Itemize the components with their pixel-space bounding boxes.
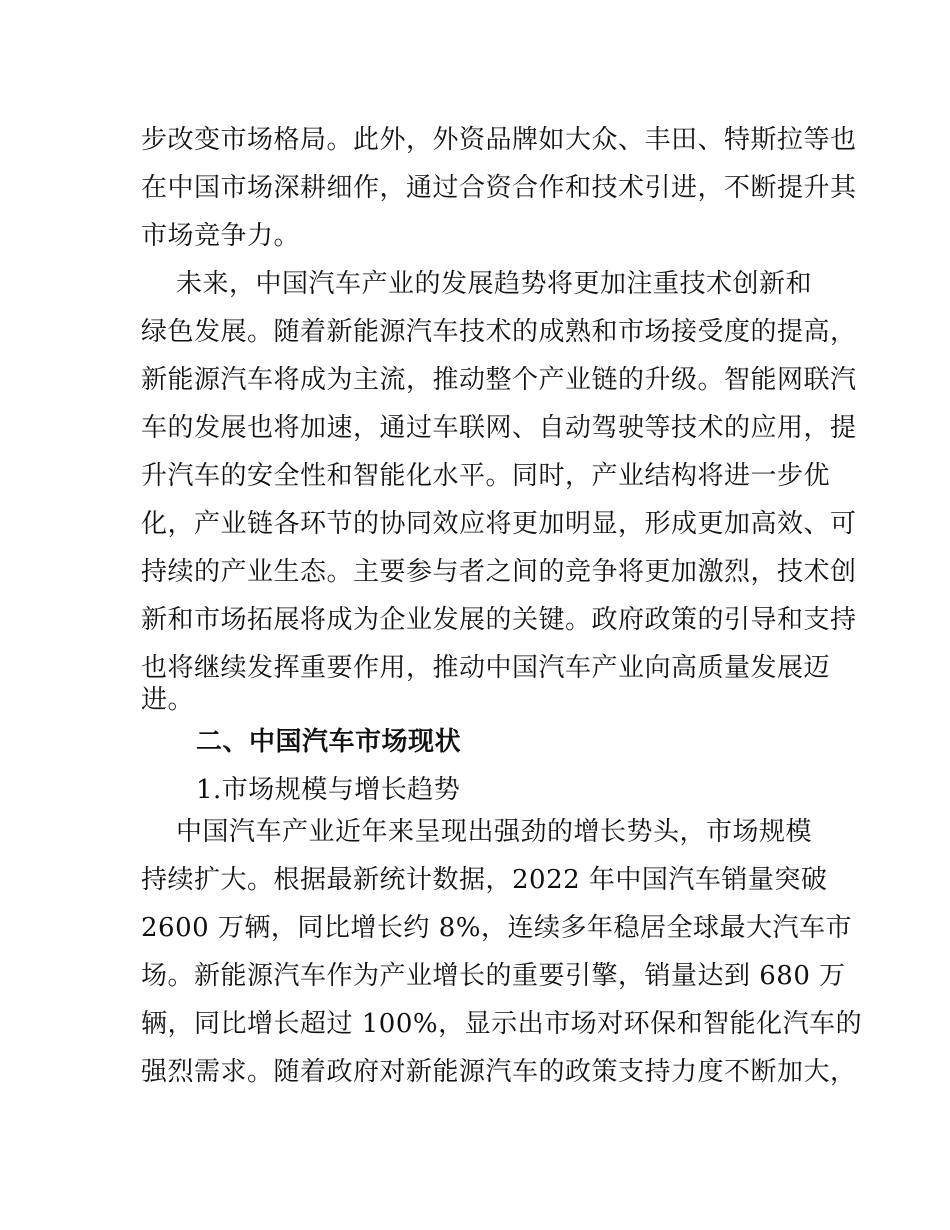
paragraph-line: 未来，中国汽车产业的发展趋势将更加注重技术创新和	[141, 269, 813, 299]
paragraph-line: 进。	[141, 685, 195, 715]
paragraph-line: 在中国市场深耕细作，通过合资合作和技术引进，不断提升其	[141, 173, 857, 203]
paragraph-line: 新和市场拓展将成为企业发展的关键。政府政策的引导和支持	[141, 605, 857, 635]
paragraph-line: 车的发展也将加速，通过车联网、自动驾驶等技术的应用，提	[141, 413, 857, 443]
paragraph-line: 也将继续发挥重要作用，推动中国汽车产业向高质量发展迈	[141, 653, 831, 683]
paragraph-line: 化，产业链各环节的协同效应将更加明显，形成更加高效、可	[141, 509, 857, 539]
paragraph-line: 升汽车的安全性和智能化水平。同时，产业结构将进一步优	[141, 461, 831, 491]
paragraph-line: 辆，同比增长超过 100%，显示出市场对环保和智能化汽车的	[141, 1009, 863, 1039]
paragraph-line: 步改变市场格局。此外，外资品牌如大众、丰田、特斯拉等也	[141, 125, 857, 155]
paragraph-line: 持续扩大。根据最新统计数据，2022 年中国汽车销量突破	[141, 865, 828, 895]
paragraph-line: 绿色发展。随着新能源汽车技术的成熟和市场接受度的提高，	[141, 317, 857, 347]
paragraph-line: 市场竞争力。	[141, 221, 301, 251]
paragraph-line: 新能源汽车将成为主流，推动整个产业链的升级。智能网联汽	[141, 365, 857, 395]
paragraph-line: 2600 万辆，同比增长约 8%，连续多年稳居全球最大汽车市	[141, 913, 852, 943]
paragraph-line: 场。新能源汽车作为产业增长的重要引擎，销量达到 680 万	[141, 961, 846, 991]
paragraph-line: 持续的产业生态。主要参与者之间的竞争将更加激烈，技术创	[141, 557, 857, 587]
paragraph-line: 中国汽车产业近年来呈现出强劲的增长势头，市场规模	[141, 817, 813, 847]
section-heading: 二、中国汽车市场现状	[196, 727, 462, 757]
paragraph-line: 强烈需求。随着政府对新能源汽车的政策支持力度不断加大，	[141, 1057, 857, 1087]
subsection-heading: 1.市场规模与增长趋势	[196, 775, 461, 805]
